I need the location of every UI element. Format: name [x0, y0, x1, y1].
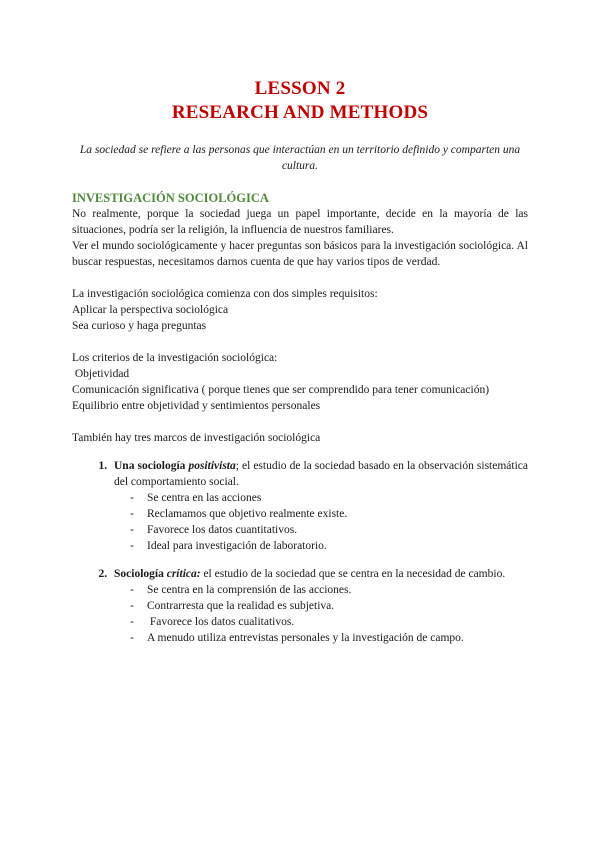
lesson-title: LESSON 2	[254, 78, 346, 99]
framework-bullets	[114, 582, 528, 646]
section-heading: INVESTIGACIÓN SOCIOLÓGICA	[72, 191, 269, 205]
requirement-item: Aplicar la perspectiva sociológica	[72, 304, 229, 316]
section-paragraph-1: No realmente, porque la sociedad juega un papel importante, decide en la mayoría de las situaciones, podría ser la religión, la influencia de nuestros familiares.	[72, 208, 528, 236]
framework-bullets	[114, 490, 528, 554]
section-paragraph-2: Ver el mundo sociológicamente y hacer preguntas son básicos para la investigación sociológica. Al buscar respuestas, necesitamos darnos cuenta de que hay varios tipos de verdad.	[72, 240, 528, 268]
requirements-intro: La investigación sociológica comienza con dos simples requisitos:	[72, 288, 378, 300]
criteria-item: Objetividad	[72, 368, 130, 380]
lesson-subtitle: RESEARCH AND METHODS	[171, 102, 429, 123]
requirement-item: Sea curioso y haga preguntas	[72, 320, 207, 332]
framework-item-critical	[110, 566, 528, 646]
framework-description: el estudio de la sociedad basado en la observación sistemática del comportamiento social.	[114, 460, 528, 488]
framework-description: el estudio de la sociedad que se centra en la necesidad de cambio.	[200, 568, 506, 580]
criteria-item: Equilibrio entre objetividad y sentimientos personales	[72, 400, 321, 412]
framework-separator: ;	[235, 460, 239, 472]
frameworks-intro: También hay tres marcos de investigación sociológica	[72, 432, 321, 444]
framework-label-emphasis: positivista	[188, 460, 236, 472]
bullet-item: - Reclamamos que objetivo realmente existe.	[130, 506, 528, 522]
bullet-item: - Contrarresta que la realidad es subjetiva.	[130, 598, 528, 614]
framework-label-emphasis: crítica:	[166, 568, 201, 580]
framework-item-positivist	[110, 458, 528, 554]
criteria-intro: Los criterios de la investigación sociológica:	[72, 352, 278, 364]
epigraph: La sociedad se refiere a las personas que interactúan en un territorio definido y comparten una cultura.	[79, 144, 521, 172]
bullet-item: - Se centra en las acciones	[130, 490, 528, 506]
bullet-item: - Se centra en la comprensión de las acciones.	[130, 582, 528, 598]
criteria-item: Comunicación significativa ( porque tienes que ser comprendido para tener comunicación)	[72, 384, 490, 396]
framework-label: Una sociología	[114, 460, 189, 472]
framework-label: Sociología	[114, 568, 167, 580]
bullet-item: - Favorece los datos cualitativos.	[130, 614, 528, 630]
bullet-item: - A menudo utiliza entrevistas personales y la investigación de campo.	[130, 630, 528, 646]
bullet-item: - Ideal para investigación de laboratorio.	[130, 538, 528, 554]
bullet-item: - Favorece los datos cuantitativos.	[130, 522, 528, 538]
frameworks-list	[72, 458, 528, 646]
document-body	[72, 190, 528, 658]
